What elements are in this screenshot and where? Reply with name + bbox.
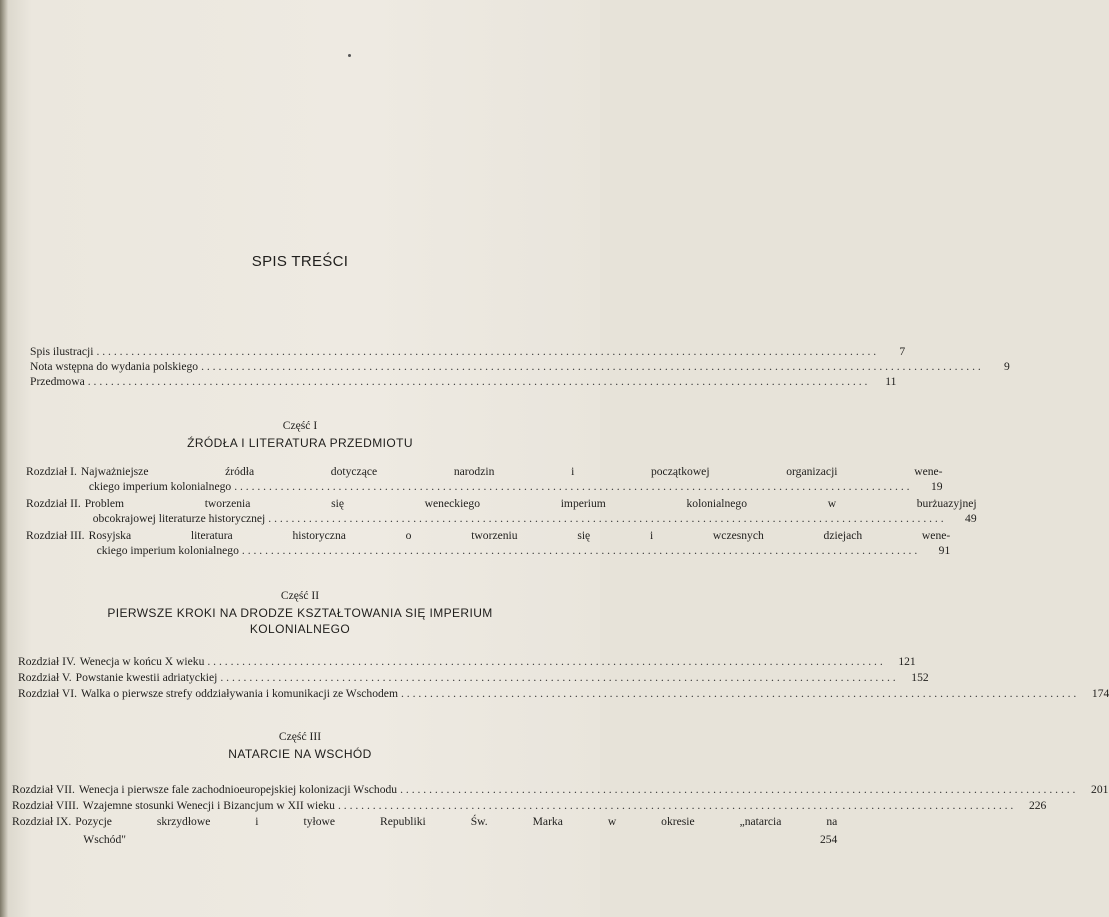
part-1-title: ŹRÓDŁA I LITERATURA PRZEDMIOTU: [187, 436, 413, 450]
chapter-2: Rozdział II. Problem tworzenia się weneckiego imperium kolonialnego w burżuazyjnej obcokrajowej literaturze historycznej . . . 49: [26, 496, 544, 526]
chapter-8: Rozdział VIII. Wzajemne stosunki Wenecji i Bizancjum w XII wieku . . . 226: [12, 798, 544, 813]
part-3-label: Część III: [278, 730, 322, 743]
book-page: [8, 0, 838, 917]
chapter-5: Rozdział V. Powstanie kwestii adriatyckiej . . . 152: [18, 670, 544, 685]
toc-entry-preface-note: Nota wstępna do wydania polskiego . . . 9: [30, 359, 544, 374]
chapter-1: Rozdział I. Najważniejsze źródła dotyczące narodzin i początkowej organizacji wene- ckiego imperium kolonialnego . . . 19: [26, 464, 544, 494]
toc-entry-foreword: Przedmowa . . . 11: [30, 374, 544, 389]
page-edge: [0, 0, 8, 917]
part-1-label: Część I: [282, 419, 318, 432]
print-speck: [348, 54, 351, 57]
page-title: SPIS TREŚCI: [251, 253, 349, 270]
chapter-3: Rozdział III. Rosyjska literatura historyczna o tworzeniu się i wczesnych dziejach wene- ckiego imperium kolonialnego . . . 91: [26, 528, 544, 558]
chapter-7: Rozdział VII. Wenecja i pierwsze fale zachodnioeuropejskiej kolonizacji Wschodu . . . 201: [12, 782, 544, 797]
toc-entry-illustrations: Spis ilustracji . . . 7: [30, 344, 544, 359]
chapter-4: Rozdział IV. Wenecja w końcu X wieku . . . 121: [18, 654, 544, 669]
chapter-9: Rozdział IX. Pozycje skrzydłowe i tyłowe Republiki Św. Marka w okresie „natarcia na Wschód" 254: [12, 815, 838, 846]
part-2-label: Część II: [280, 589, 320, 602]
part-2-title: PIERWSZE KROKI NA DRODZE KSZTAŁTOWANIA SIĘ IMPERIUM KOLONIALNEGO: [107, 606, 493, 636]
chapter-6: Rozdział VI. Walka o pierwsze strefy oddziaływania i komunikacji ze Wschodem . . . 174: [18, 686, 544, 701]
part-3-title: NATARCIE NA WSCHÓD: [228, 747, 372, 761]
